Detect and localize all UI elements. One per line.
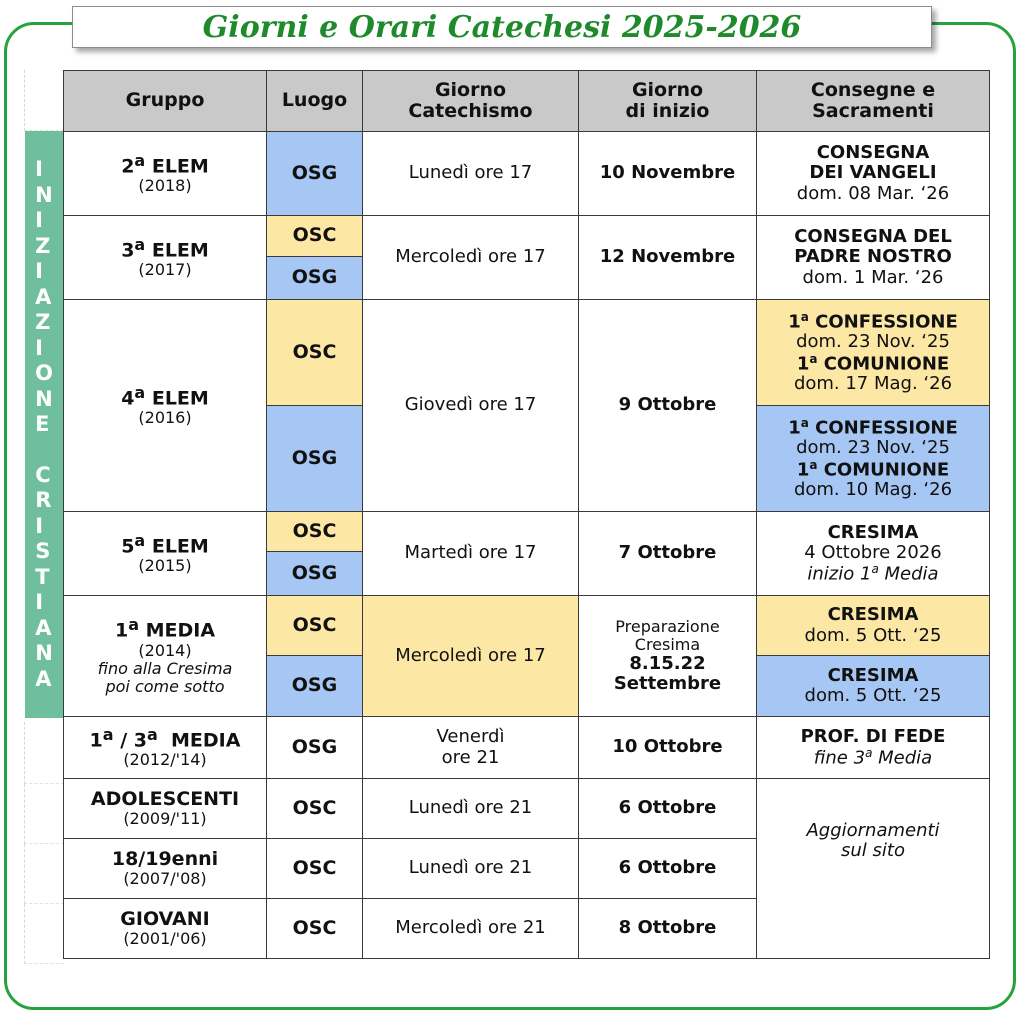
header-inizio <box>579 71 757 132</box>
side-letter: I <box>35 259 43 283</box>
group-name: 18/19enni <box>111 847 219 870</box>
group-note: fino alla Cresima <box>97 658 233 678</box>
cell-giorno: Mercoledì ore 17 <box>363 216 579 300</box>
day-text: Venerdì <box>436 726 505 748</box>
group-name: ELEM <box>145 387 209 410</box>
cell-gruppo <box>64 132 267 216</box>
sacrament-note: inizio 1 <box>807 563 872 585</box>
sacrament-note: Media <box>878 563 939 585</box>
table-row <box>64 596 990 656</box>
side-letter: A <box>35 666 52 691</box>
start-note: Preparazione <box>615 616 720 636</box>
table-row <box>64 300 990 406</box>
cell-gruppo <box>64 899 267 959</box>
side-letter: N <box>35 182 53 207</box>
side-letter: Z <box>35 233 51 258</box>
cell-inizio: 10 Ottobre <box>579 717 757 779</box>
side-letter: A <box>35 615 52 640</box>
group-year: (2017) <box>138 260 192 280</box>
cell-luogo: OSG <box>267 257 363 300</box>
cell-luogo: OSG <box>267 132 363 216</box>
cell-luogo: OSC <box>267 216 363 257</box>
group-name: ELEM <box>145 155 209 178</box>
side-letter: N <box>35 641 53 665</box>
cell-gruppo <box>64 717 267 779</box>
group-year: (2012/'14) <box>123 750 207 770</box>
group-sup: a <box>146 724 158 744</box>
cell-giorno: Lunedì ore 21 <box>363 839 579 899</box>
group-name: 1 <box>114 619 129 642</box>
cell-inizio: 6 Ottobre <box>579 839 757 899</box>
ghost-cell <box>24 904 64 964</box>
cell-luogo: OSC <box>267 779 363 839</box>
cell-sacramenti <box>757 406 990 512</box>
cell-luogo: OSC <box>267 512 363 552</box>
header-row <box>64 71 990 132</box>
sacrament-title: 1 <box>788 417 801 439</box>
group-name: ELEM <box>145 239 209 262</box>
cell-giorno: Lunedì ore 21 <box>363 779 579 839</box>
sacrament-title: CRESIMA <box>827 521 919 543</box>
sacrament-note: sul sito <box>841 840 905 862</box>
group-sup: a <box>134 234 146 254</box>
header-text: Gruppo <box>125 89 205 112</box>
cell-luogo: OSC <box>267 839 363 899</box>
start-note: Cresima <box>634 634 701 654</box>
ghost-cell <box>24 844 64 904</box>
header-sacramenti <box>757 71 990 132</box>
header-giorno <box>363 71 579 132</box>
sacrament-title: CRESIMA <box>827 664 919 686</box>
cell-inizio: 7 Ottobre <box>579 512 757 596</box>
side-letter: O <box>35 361 53 385</box>
cell-luogo: OSG <box>267 552 363 596</box>
cell-gruppo <box>64 596 267 717</box>
header-text: di inizio <box>625 100 710 122</box>
sacrament-note: Aggiornamenti <box>806 820 940 841</box>
group-sup: a <box>102 724 114 744</box>
side-letter: E <box>35 412 50 436</box>
group-year: (2007/'08) <box>123 869 207 889</box>
side-letter: S <box>35 539 51 563</box>
side-letter: R <box>35 488 52 512</box>
sacrament-title: CONSEGNA <box>816 142 930 164</box>
header-text: Consegne e <box>810 78 936 101</box>
cell-luogo: OSC <box>267 899 363 959</box>
group-year: (2016) <box>138 408 192 428</box>
page-title: Giorni e Orari Catechesi 2025-2026 <box>202 9 802 45</box>
sacrament-title: 1 <box>788 311 801 333</box>
cell-sacramenti <box>757 216 990 300</box>
group-year: (2001/'06) <box>123 929 207 949</box>
sacrament-title: 1 <box>796 352 810 374</box>
group-sup: a <box>134 382 146 402</box>
table-row <box>64 512 990 552</box>
group-name: / 3 <box>113 729 147 752</box>
cell-inizio: 12 Novembre <box>579 216 757 300</box>
start-date: 8.15.22 <box>629 652 706 674</box>
ghost-cell <box>24 70 64 131</box>
side-letter: A <box>35 284 52 309</box>
cell-inizio: 9 Ottobre <box>579 300 757 512</box>
group-year: (2009/'11) <box>123 809 207 829</box>
sacrament-title: COMUNIONE <box>817 458 950 480</box>
side-letter: I <box>35 335 43 360</box>
sacrament-title: CONFESSIONE <box>808 311 958 333</box>
header-text: Giorno <box>631 78 704 101</box>
group-name: ELEM <box>145 535 209 558</box>
cell-giorno: Giovedì ore 17 <box>363 300 579 512</box>
sacrament-sup: a <box>865 745 873 760</box>
cell-luogo: OSC <box>267 596 363 656</box>
sacrament-date: dom. 10 Mag. ‘26 <box>793 478 953 500</box>
group-sup: a <box>134 530 146 550</box>
sacrament-date: dom. 5 Ott. ‘25 <box>804 624 942 646</box>
table-row <box>64 132 990 216</box>
cell-giorno: Lunedì ore 17 <box>363 132 579 216</box>
cell-giorno: Mercoledì ore 17 <box>363 596 579 717</box>
ghost-cell <box>24 784 64 844</box>
title-banner <box>72 6 932 48</box>
group-year: (2014) <box>138 640 192 660</box>
cell-gruppo <box>64 779 267 839</box>
sacrament-sup: a <box>800 415 809 430</box>
cell-luogo: OSC <box>267 300 363 406</box>
group-name: MEDIA <box>157 729 241 752</box>
schedule-table <box>63 70 990 959</box>
side-letter: I <box>35 157 43 181</box>
side-letter: T <box>35 564 50 589</box>
sacrament-sup: a <box>800 309 809 324</box>
cell-giorno: Martedì ore 17 <box>363 512 579 596</box>
table-row <box>64 779 990 839</box>
ghost-cell <box>24 722 64 784</box>
cell-sacramenti <box>757 596 990 656</box>
group-name: ADOLESCENTI <box>90 787 240 810</box>
side-label-word-2 <box>35 463 53 693</box>
header-luogo <box>267 71 363 132</box>
sacrament-date: dom. 23 Nov. ‘25 <box>796 437 950 459</box>
table-row <box>64 216 990 257</box>
sacrament-note: fine 3 <box>813 747 866 769</box>
cell-inizio: 6 Ottobre <box>579 779 757 839</box>
group-note: poi come sotto <box>105 676 225 696</box>
cell-inizio <box>579 596 757 717</box>
sacrament-sup: a <box>809 351 818 366</box>
sacrament-title: COMUNIONE <box>817 352 950 374</box>
side-label-word-1 <box>35 157 53 438</box>
sacrament-title: PADRE NOSTRO <box>794 246 952 268</box>
cell-sacramenti <box>757 656 990 717</box>
cell-gruppo <box>64 300 267 512</box>
sacrament-date: dom. 08 Mar. ‘26 <box>796 182 950 204</box>
sacrament-sup: a <box>871 561 879 576</box>
day-text: ore 21 <box>441 746 500 768</box>
cell-luogo: OSG <box>267 406 363 512</box>
group-name: 2 <box>121 155 135 178</box>
side-letter: Z <box>35 310 51 334</box>
group-year: (2015) <box>138 556 192 576</box>
header-text: Giorno <box>434 78 507 101</box>
header-gruppo <box>64 71 267 132</box>
sacrament-title: CONFESSIONE <box>808 417 958 439</box>
header-text: Sacramenti <box>812 100 934 122</box>
header-text: Luogo <box>281 89 348 112</box>
group-name: 3 <box>121 239 135 262</box>
group-sup: a <box>128 615 139 635</box>
table-row <box>64 717 990 779</box>
cell-giorno: Mercoledì ore 21 <box>363 899 579 959</box>
cell-sacramenti <box>757 779 990 959</box>
cell-gruppo <box>64 216 267 300</box>
sacrament-note: Media <box>872 747 933 769</box>
cell-sacramenti <box>757 512 990 596</box>
sacrament-title: 1 <box>796 458 810 480</box>
sacrament-title: CONSEGNA DEL <box>794 226 952 248</box>
cell-luogo: OSG <box>267 656 363 717</box>
cell-sacramenti <box>757 132 990 216</box>
sacrament-date: dom. 23 Nov. ‘25 <box>796 331 950 353</box>
cell-gruppo <box>64 512 267 596</box>
group-name: 1 <box>89 729 103 752</box>
group-name: 5 <box>121 535 135 558</box>
cell-luogo: OSG <box>267 717 363 779</box>
sacrament-date: dom. 17 Mag. ‘26 <box>793 372 953 394</box>
cell-sacramenti <box>757 300 990 406</box>
side-letter: C <box>35 462 51 487</box>
sacrament-title: CRESIMA <box>827 604 919 626</box>
side-label-iniziazione-cristiana <box>25 131 63 718</box>
sacrament-date: dom. 5 Ott. ‘25 <box>804 685 942 706</box>
side-letter: I <box>35 208 43 232</box>
group-name: MEDIA <box>138 619 216 642</box>
group-name: 4 <box>121 387 135 410</box>
sacrament-date: 4 Ottobre 2026 <box>804 541 942 563</box>
sacrament-sup: a <box>809 457 818 472</box>
sacrament-title: PROF. DI FEDE <box>800 725 946 747</box>
sacrament-title: DEI VANGELI <box>809 162 937 184</box>
side-letter: I <box>35 590 44 614</box>
header-text: Catechismo <box>408 100 533 122</box>
cell-gruppo <box>64 839 267 899</box>
group-sup: a <box>134 150 146 170</box>
cell-inizio: 8 Ottobre <box>579 899 757 959</box>
group-year: (2018) <box>138 176 192 196</box>
group-name: GIOVANI <box>120 907 210 930</box>
cell-inizio: 10 Novembre <box>579 132 757 216</box>
start-date: Settembre <box>613 672 722 694</box>
cell-sacramenti <box>757 717 990 779</box>
cell-giorno <box>363 717 579 779</box>
sacrament-date: dom. 1 Mar. ‘26 <box>802 266 944 288</box>
side-letter: N <box>35 386 53 411</box>
side-letter: I <box>35 513 44 538</box>
